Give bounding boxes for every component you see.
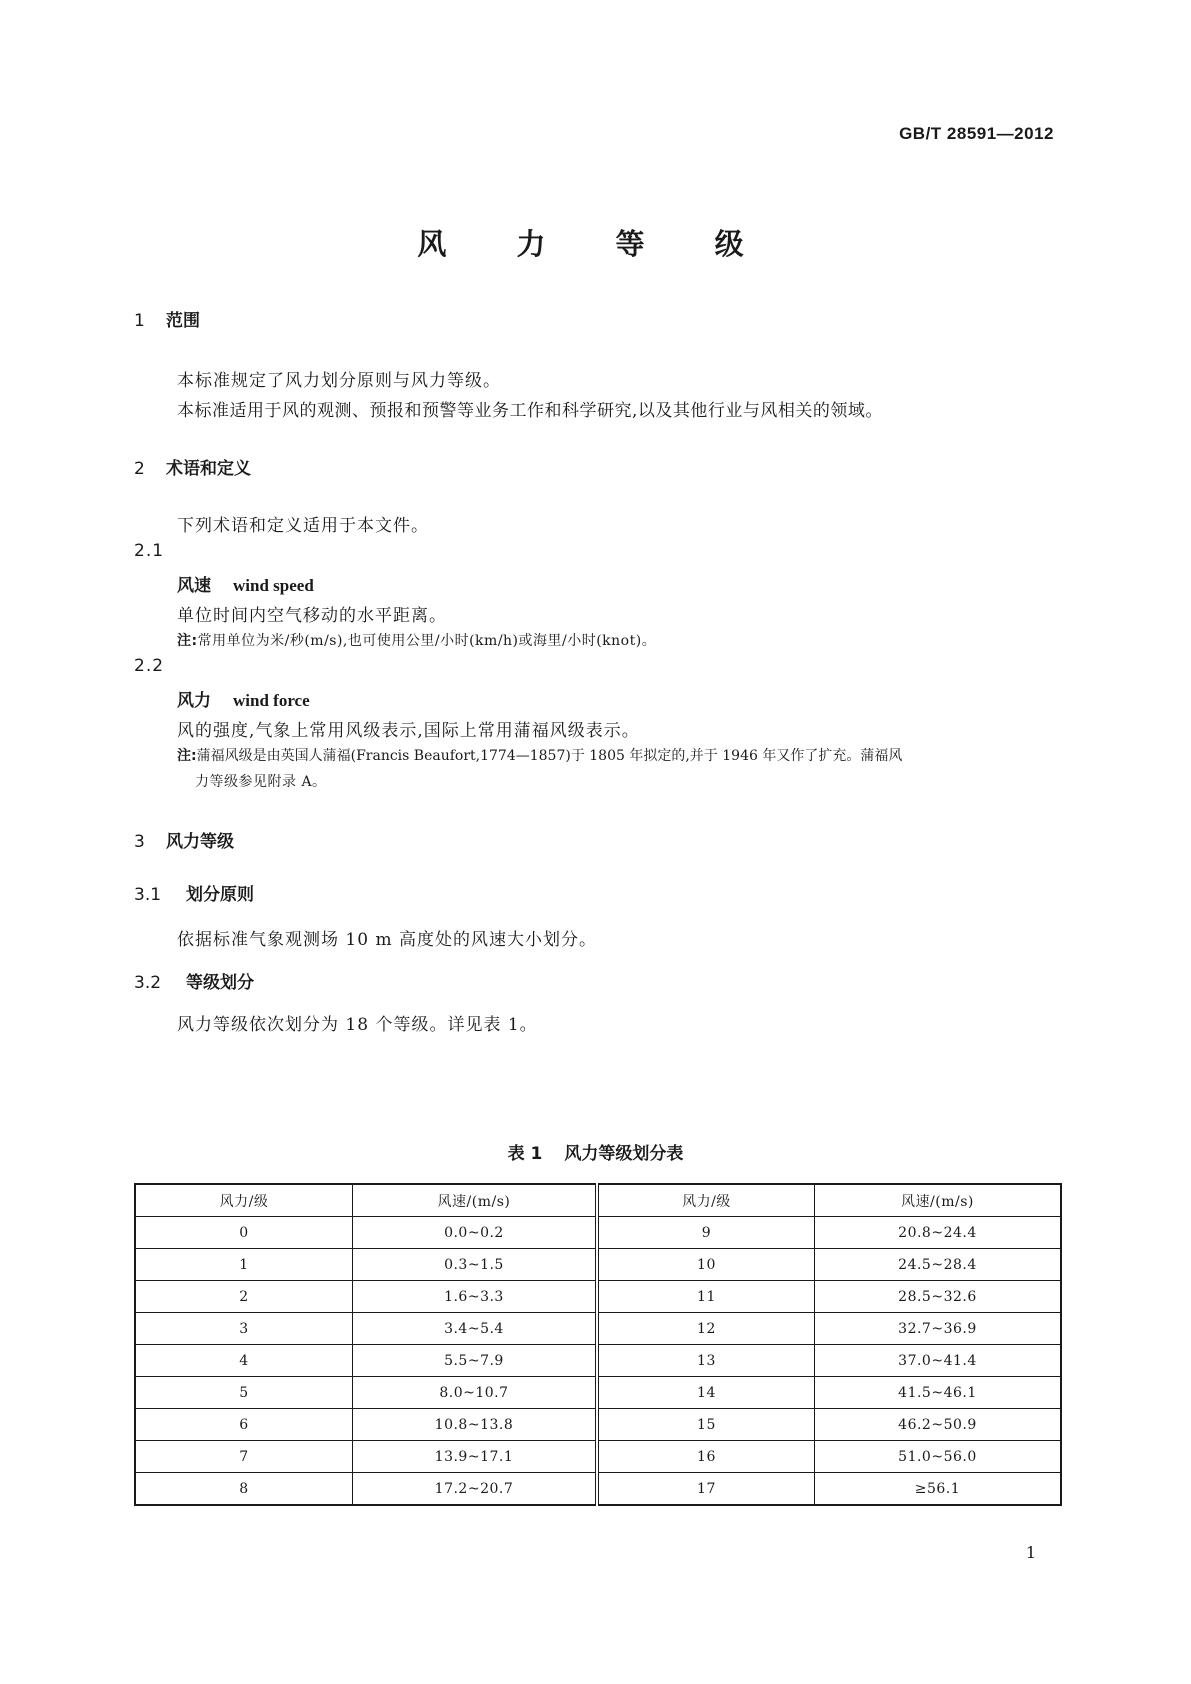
table-row — [135, 1281, 1061, 1313]
table-cell: 10 — [597, 1249, 814, 1281]
table-row — [135, 1313, 1061, 1345]
table-cell: 13.9~17.1 — [352, 1441, 597, 1473]
table-cell: 0.3~1.5 — [352, 1249, 597, 1281]
paragraph: 依据标准气象观测场 10 m 高度处的风速大小划分。 — [177, 930, 597, 950]
paragraph: 本标准规定了风力划分原则与风力等级。 — [177, 371, 501, 391]
term-chinese: 风速 — [177, 576, 211, 596]
section-title: 术语和定义 — [166, 459, 251, 479]
table-cell: 46.2~50.9 — [814, 1409, 1061, 1441]
table-cell: 32.7~36.9 — [814, 1313, 1061, 1345]
header-cell: 风力/级 — [597, 1184, 814, 1217]
section-number: 2 — [134, 459, 145, 479]
section-3-heading — [134, 827, 234, 852]
note-label: 注: — [177, 748, 197, 764]
table-cell: 1.6~3.3 — [352, 1281, 597, 1313]
subsection-number: 3.1 — [134, 885, 162, 905]
table-row — [135, 1217, 1061, 1249]
table-cell: 0 — [135, 1217, 352, 1249]
term-number: 2.1 — [134, 541, 165, 561]
table-row — [135, 1249, 1061, 1281]
table-cell: ≥56.1 — [814, 1473, 1061, 1506]
term-wind-force — [177, 686, 310, 711]
note — [177, 745, 902, 765]
subsection-title: 等级划分 — [186, 973, 254, 993]
paragraph: 风力等级依次划分为 18 个等级。详见表 1。 — [177, 1015, 538, 1035]
note-continuation: 力等级参见附录 A。 — [195, 774, 327, 790]
table-row — [135, 1409, 1061, 1441]
subsection-3-1-heading — [134, 880, 254, 905]
table-cell: 28.5~32.6 — [814, 1281, 1061, 1313]
section-1-heading — [134, 306, 200, 331]
header-cell: 风速/(m/s) — [814, 1184, 1061, 1217]
section-number: 1 — [134, 311, 145, 331]
section-number: 3 — [134, 832, 145, 852]
table-cell: 37.0~41.4 — [814, 1345, 1061, 1377]
header-cell: 风速/(m/s) — [352, 1184, 597, 1217]
table-cell: 51.0~56.0 — [814, 1441, 1061, 1473]
term-definition: 单位时间内空气移动的水平距离。 — [177, 606, 447, 626]
table-row — [135, 1377, 1061, 1409]
table-cell: 8 — [135, 1473, 352, 1506]
table-row — [135, 1441, 1061, 1473]
subsection-title: 划分原则 — [186, 885, 254, 905]
section-2-heading — [134, 454, 251, 479]
table-cell: 41.5~46.1 — [814, 1377, 1061, 1409]
wind-force-table — [134, 1183, 1062, 1506]
table-row — [135, 1345, 1061, 1377]
table-cell: 2 — [135, 1281, 352, 1313]
subsection-number: 3.2 — [134, 973, 162, 993]
table-cell: 11 — [597, 1281, 814, 1313]
table-cell: 17 — [597, 1473, 814, 1506]
header-cell: 风力/级 — [135, 1184, 352, 1217]
table-cell: 24.5~28.4 — [814, 1249, 1061, 1281]
document-title: 风 力 等 级 — [417, 227, 774, 261]
table-cell: 4 — [135, 1345, 352, 1377]
table-cell: 16 — [597, 1441, 814, 1473]
term-chinese: 风力 — [177, 691, 211, 711]
section-title: 风力等级 — [166, 832, 234, 852]
table-caption — [0, 1139, 1191, 1164]
table-cell: 5.5~7.9 — [352, 1345, 597, 1377]
table-row — [135, 1473, 1061, 1506]
table-cell: 0.0~0.2 — [352, 1217, 597, 1249]
table-cell: 9 — [597, 1217, 814, 1249]
section-title: 范围 — [166, 311, 200, 331]
table-cell: 6 — [135, 1409, 352, 1441]
term-number: 2.2 — [134, 656, 165, 676]
table-cell: 8.0~10.7 — [352, 1377, 597, 1409]
note-label: 注: — [177, 633, 198, 649]
table-cell: 3 — [135, 1313, 352, 1345]
term-english: wind speed — [233, 576, 314, 595]
term-wind-speed — [177, 571, 314, 596]
table-cell: 17.2~20.7 — [352, 1473, 597, 1506]
note-text: 常用单位为米/秒(m/s),也可使用公里/小时(km/h)或海里/小时(knot)。 — [197, 633, 657, 649]
note — [177, 630, 656, 650]
table-cell: 14 — [597, 1377, 814, 1409]
subsection-3-2-heading — [134, 968, 254, 993]
table-cell: 15 — [597, 1409, 814, 1441]
paragraph: 本标准适用于风的观测、预报和预警等业务工作和科学研究,以及其他行业与风相关的领域。 — [177, 401, 883, 421]
paragraph: 下列术语和定义适用于本文件。 — [177, 516, 429, 536]
table-cell: 10.8~13.8 — [352, 1409, 597, 1441]
table-cell: 7 — [135, 1441, 352, 1473]
table-number: 表 1 — [507, 1144, 543, 1164]
table-title: 风力等级划分表 — [564, 1144, 684, 1164]
table-cell: 3.4~5.4 — [352, 1313, 597, 1345]
note-text: 蒲福风级是由英国人蒲福(Francis Beaufort,1774—1857)于 1805 年拟定的,并于 1946 年又作了扩充。蒲福风 — [196, 748, 903, 764]
table-cell: 12 — [597, 1313, 814, 1345]
standard-code: GB/T 28591—2012 — [899, 124, 1054, 143]
table-cell: 5 — [135, 1377, 352, 1409]
table-cell: 20.8~24.4 — [814, 1217, 1061, 1249]
table-cell: 13 — [597, 1345, 814, 1377]
table-cell: 1 — [135, 1249, 352, 1281]
term-definition: 风的强度,气象上常用风级表示,国际上常用蒲福风级表示。 — [177, 721, 640, 741]
term-english: wind force — [233, 691, 310, 710]
table-header-row — [135, 1184, 1061, 1217]
page-number: 1 — [1025, 1543, 1036, 1562]
